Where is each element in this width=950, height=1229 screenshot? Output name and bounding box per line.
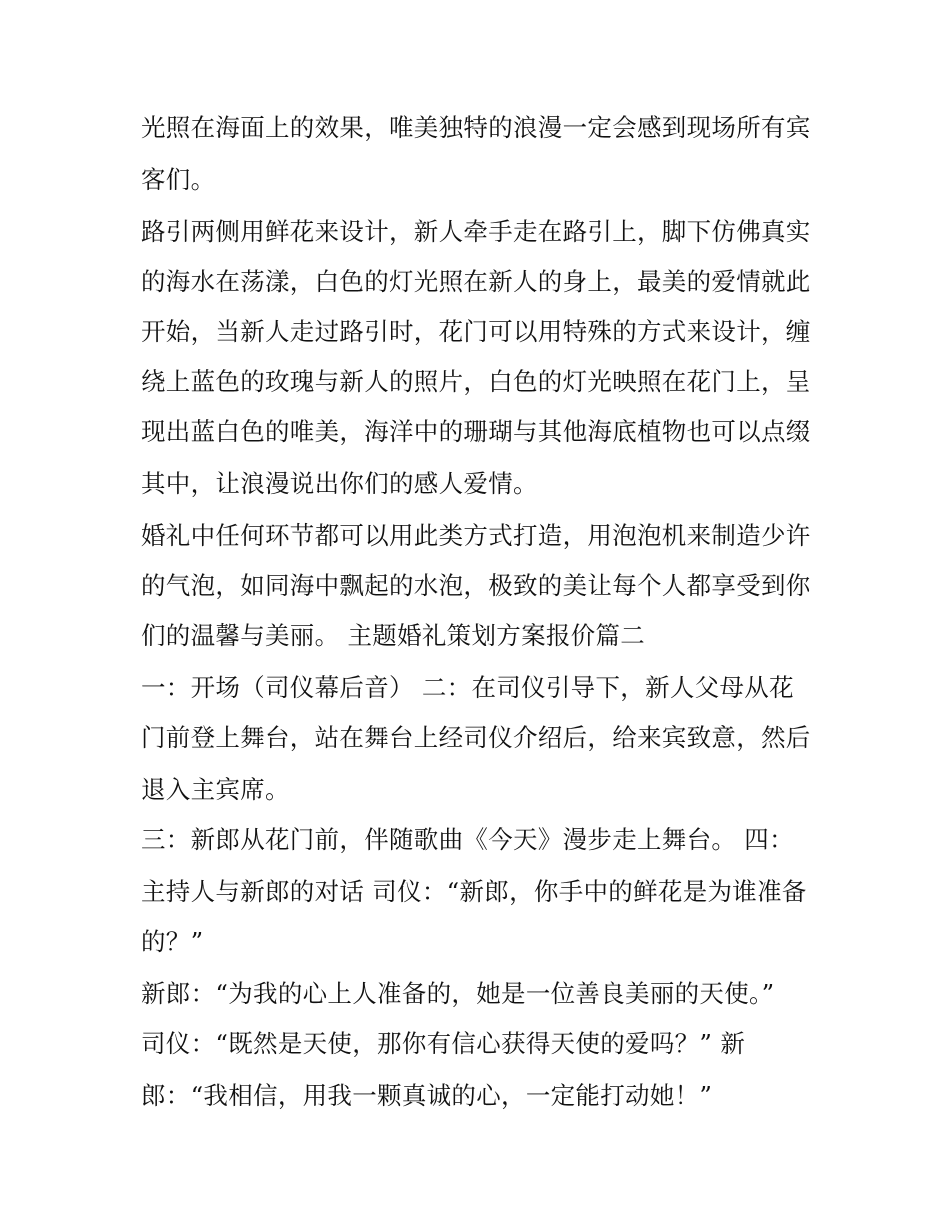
text-line: 退入主宾席。 bbox=[141, 775, 290, 804]
text-line: 绕上蓝色的玫瑰与新人的照片，白色的灯光映照在花门上，呈 bbox=[141, 367, 811, 396]
text-line: 其中，让浪漫说出你们的感人爱情。 bbox=[141, 469, 538, 498]
text-line: 路引两侧用鲜花来设计，新人牵手走在路引上，脚下仿佛真实 bbox=[141, 217, 811, 246]
text-line: 司仪：“既然是天使，那你有信心获得天使的爱吗？” 新 bbox=[141, 1029, 746, 1058]
text-line: 主持人与新郎的对话 司仪：“新郎，你手中的鲜花是为谁准备 bbox=[141, 877, 807, 906]
text-line: 的海水在荡漾，白色的灯光照在新人的身上，最美的爱情就此 bbox=[141, 267, 811, 296]
text-line: 现出蓝白色的唯美，海洋中的珊瑚与其他海底植物也可以点缀 bbox=[141, 417, 811, 446]
text-line: 们的温馨与美丽。 主题婚礼策划方案报价篇二 bbox=[141, 621, 646, 650]
text-line: 客们。 bbox=[141, 165, 216, 194]
text-line: 开始，当新人走过路引时，花门可以用特殊的方式来设计，缠 bbox=[141, 317, 811, 346]
text-line: 的气泡，如同海中飘起的水泡，极致的美让每个人都享受到你 bbox=[141, 571, 811, 600]
text-line: 郎：“我相信，用我一颗真诚的心，一定能打动她！” bbox=[141, 1081, 713, 1110]
text-line: 的？” bbox=[141, 927, 204, 956]
text-line: 门前登上舞台，站在舞台上经司仪介绍后，给来宾致意，然后 bbox=[141, 723, 811, 752]
text-line: 新郎：“为我的心上人准备的，她是一位善良美丽的天使。” bbox=[141, 979, 775, 1008]
text-line: 光照在海面上的效果，唯美独特的浪漫一定会感到现场所有宾 bbox=[141, 113, 811, 142]
text-line: 婚礼中任何环节都可以用此类方式打造，用泡泡机来制造少许 bbox=[141, 521, 811, 550]
text-line: 三：新郎从花门前，伴随歌曲《今天》漫步走上舞台。 四： bbox=[141, 825, 794, 854]
text-line: 一：开场（司仪幕后音） 二：在司仪引导下，新人父母从花 bbox=[141, 673, 794, 702]
